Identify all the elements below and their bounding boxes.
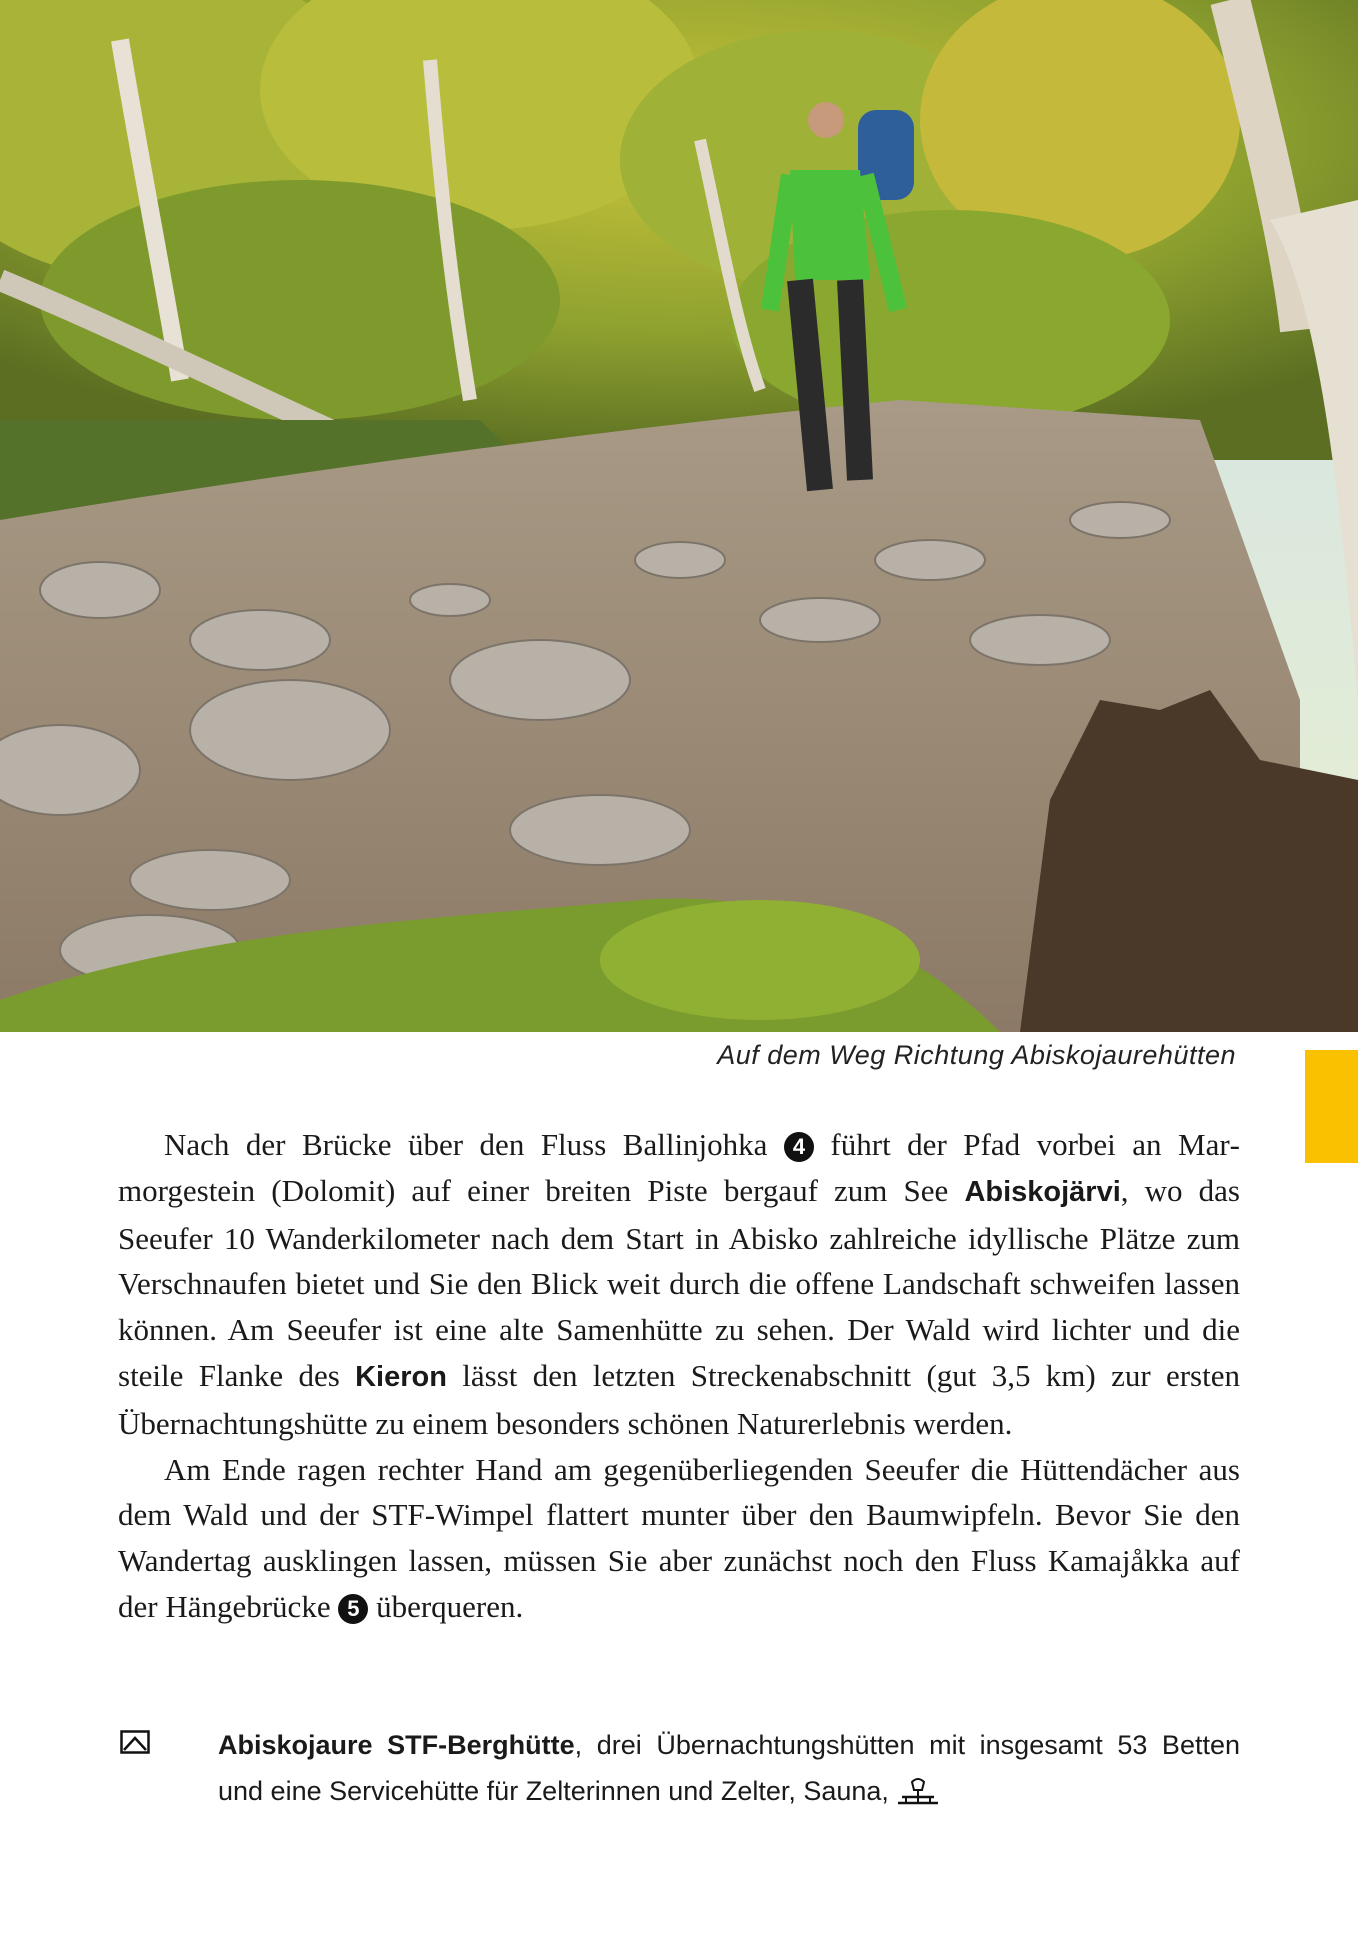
- chapter-color-tab: [1305, 1050, 1358, 1163]
- text-segment: führt der Pfad vorbei an Marmorgestein (Dolomit) auf einer breiten Piste bergauf zum See: [118, 1127, 1240, 1208]
- sauna-icon: [896, 1778, 940, 1806]
- accommodation-info: [118, 1722, 1240, 1814]
- text-segment: überqueren.: [368, 1588, 524, 1624]
- info-description: , drei Übernachtungshütten mit insgesamt 53 Betten und eine Servicehütte für Zelterinnen und Zelter, Sauna,: [218, 1730, 1240, 1806]
- place-name-kieron: Kieron: [355, 1360, 447, 1393]
- photo-caption: Auf dem Weg Richtung Abiskojaurehütten: [717, 1040, 1236, 1070]
- waypoint-marker-5: 5: [338, 1594, 368, 1624]
- paragraph-2: [118, 1447, 1240, 1630]
- text-segment: Nach der Brücke über den Fluss Ballinjohka: [164, 1127, 784, 1162]
- hut-name: Abiskojaure STF-Berghütte: [218, 1730, 575, 1760]
- text-segment: Am Ende ragen rechter Hand am gegenüberliegenden Seeufer die Hüttendächer aus dem Wald und der STF-Wimpel flattert munter über den Baumwipfeln. Bevor Sie den Wandertag ausklingen lassen, müssen Sie aber zunächst noch den Fluss Kamajåkka auf der Hängebrücke: [118, 1451, 1240, 1624]
- text-segment: lässt den letzten Streckenabschnitt (gut 3,5 km) zur ersten Übernachtungshütte zu einem besonders schönen Naturerlebnis werden.: [118, 1357, 1240, 1441]
- place-name-abiskojarvi: Abiskojärvi: [964, 1175, 1121, 1208]
- text-segment: , wo das Seeufer 10 Wanderkilometer nach dem Start in Abisko zahlreiche idyllische Plätze zum Verschnaufen bietet und Sie den Blick weit durch die offene Landschaft schweifen lassen können. Am Seeufer ist eine alte Samenhütte zu sehen. Der Wald wird lichter und die steile Flanke des: [118, 1172, 1240, 1393]
- body-text: [118, 1122, 1240, 1630]
- info-text: [218, 1722, 1240, 1814]
- paragraph-1: [118, 1122, 1240, 1447]
- mountain-hut-icon: [120, 1730, 150, 1754]
- waypoint-marker-4: 4: [784, 1132, 814, 1162]
